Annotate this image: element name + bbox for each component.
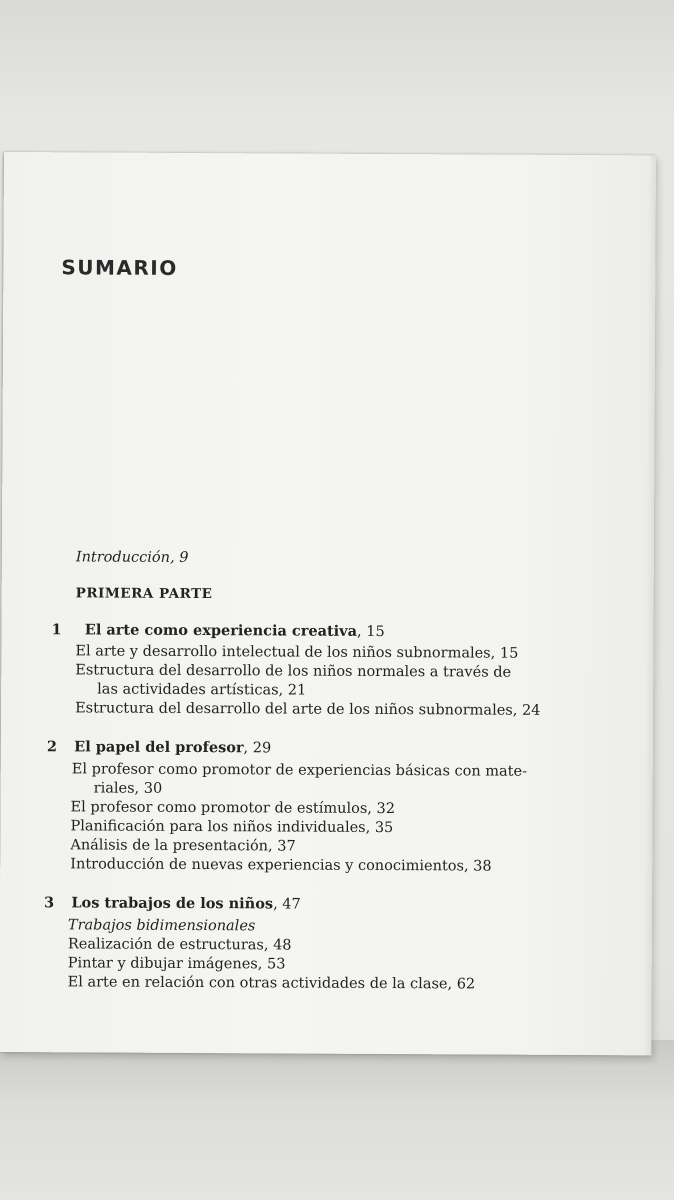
chapter-title: El arte como experiencia creativa — [84, 621, 358, 640]
chapter-number: 2 — [46, 738, 58, 756]
toc-entry: Pintar y dibujar imágenes, 53 — [67, 955, 286, 973]
chapter-page: , 29 — [243, 740, 272, 757]
chapter-page: , 15 — [356, 623, 385, 640]
toc-entry-continuation: las actividades artísticas, 21 — [97, 681, 307, 699]
toc-introduction: Introducción, 9 — [75, 549, 189, 566]
toc-entry: El profesor como promotor de experiencias básicas con mate- — [71, 761, 528, 780]
toc-part-heading: PRIMERA PARTE — [75, 585, 213, 603]
toc-entry: Estructura del desarrollo del arte de los niños subnormales, 24 — [75, 700, 541, 719]
chapter-title: El papel del profesor — [74, 738, 244, 757]
toc-entry: Análisis de la presentación, 37 — [70, 837, 296, 855]
table-of-contents — [0, 152, 656, 1055]
chapter-title: Los trabajos de los niños — [71, 894, 274, 913]
toc-entry: El profesor como promotor de estímulos, 32 — [70, 799, 396, 818]
toc-entry: Planificación para los niños individuales, 35 — [70, 818, 394, 837]
toc-entry: Estructura del desarrollo de los niños normales a través de — [75, 662, 512, 681]
toc-entry: Introducción de nuevas experiencias y conocimientos, 38 — [70, 856, 492, 875]
toc-entry: El arte y desarrollo intelectual de los niños subnormales, 15 — [75, 643, 519, 662]
chapter-page: , 47 — [273, 896, 301, 913]
toc-entry: Realización de estructuras, 48 — [67, 936, 292, 954]
toc-chapter-3 — [44, 893, 301, 914]
toc-entry: El arte en relación con otras actividades de la clase, 62 — [67, 974, 476, 993]
chapter-number: 3 — [44, 894, 55, 912]
book-page — [0, 152, 656, 1055]
toc-subheading: Trabajos bidimensionales — [67, 917, 256, 935]
chapter-number: 1 — [51, 621, 62, 639]
toc-entry-continuation: riales, 30 — [93, 780, 163, 797]
toc-chapter-2 — [47, 737, 271, 758]
toc-chapter-1 — [51, 620, 384, 642]
page-title: SUMARIO — [61, 255, 178, 280]
table-surface — [0, 1040, 674, 1200]
